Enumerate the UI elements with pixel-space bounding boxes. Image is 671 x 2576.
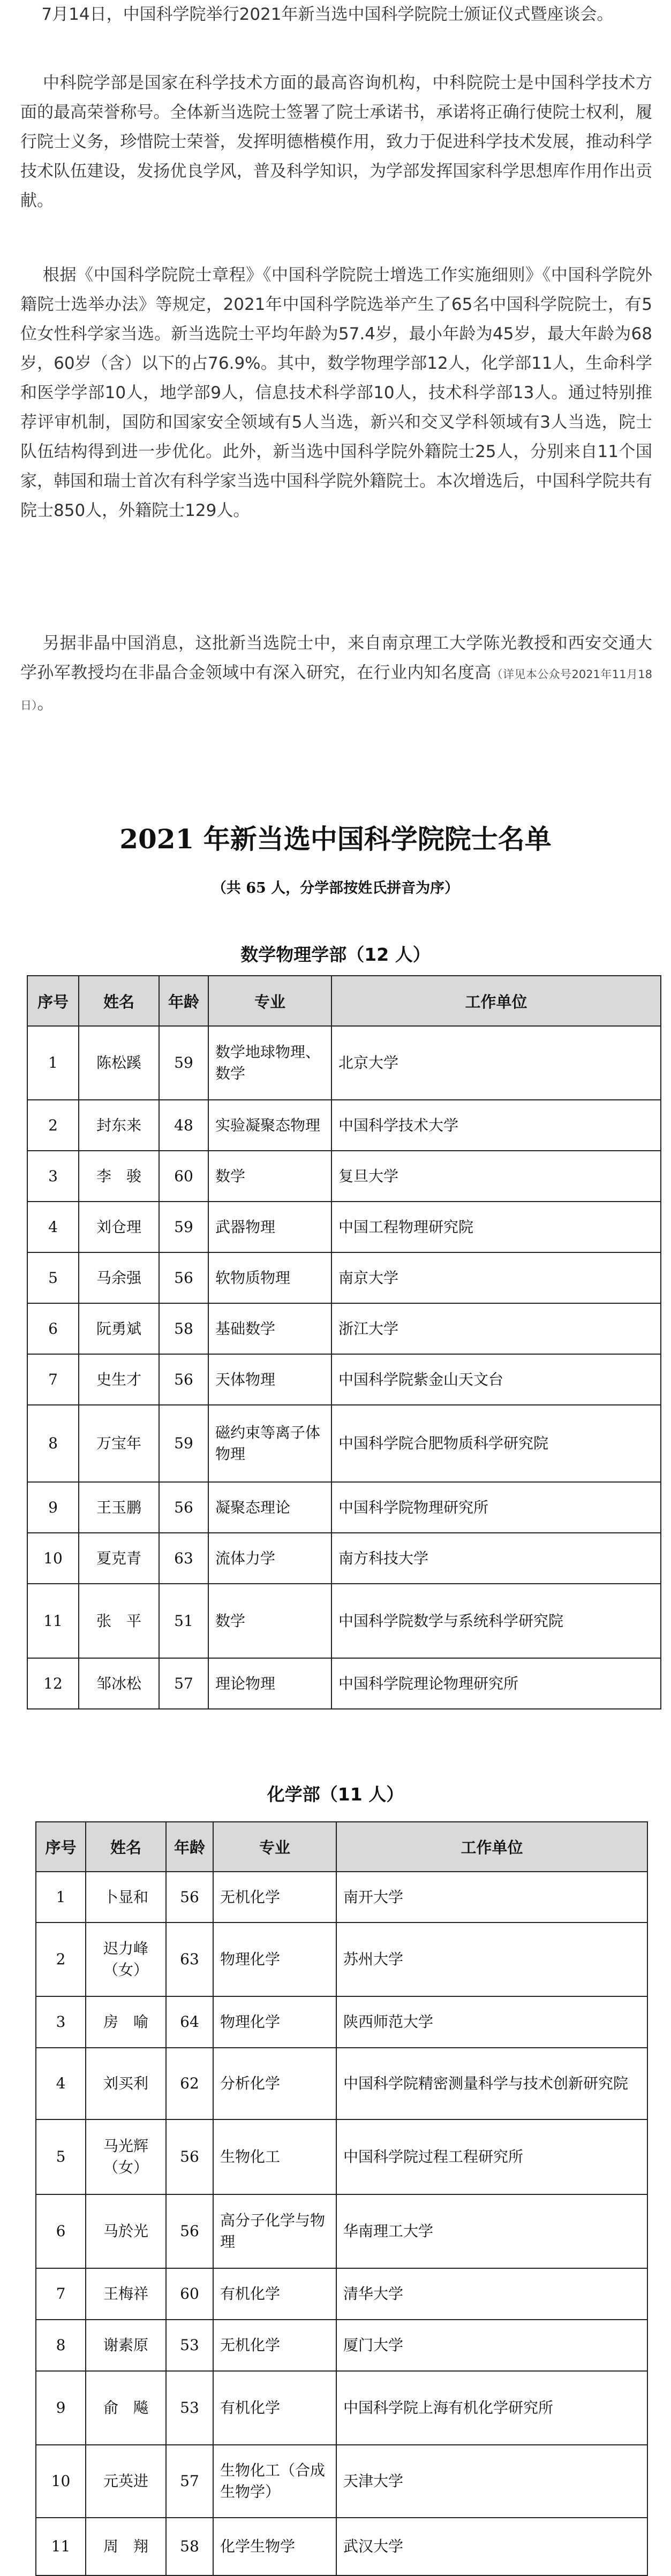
cell-age: 60 xyxy=(166,2268,213,2320)
header-name: 姓名 xyxy=(79,976,159,1026)
table-row xyxy=(36,1872,647,1922)
cell-name: 元英进 xyxy=(86,2445,166,2518)
cell-institution: 厦门大学 xyxy=(336,2320,647,2371)
cell-name: 卜显和 xyxy=(86,1872,166,1922)
cell-institution: 中国科学院合肥物质科学研究院 xyxy=(331,1405,661,1482)
cell-name: 陈松蹊 xyxy=(79,1026,159,1100)
cell-major: 磁约束等离子体物理 xyxy=(208,1405,331,1482)
header-institution: 工作单位 xyxy=(331,976,661,1026)
cell-major: 数学 xyxy=(208,1151,331,1202)
cell-no: 10 xyxy=(27,1533,79,1584)
table-row xyxy=(36,1996,647,2048)
table-row xyxy=(27,1482,661,1533)
table-row xyxy=(36,2194,647,2268)
cell-major: 数学 xyxy=(208,1584,331,1658)
cell-institution: 武汉大学 xyxy=(336,2518,647,2575)
cell-age: 56 xyxy=(159,1252,208,1303)
cell-name: 刘买利 xyxy=(86,2048,166,2119)
cell-major: 软物质物理 xyxy=(208,1252,331,1303)
cell-age: 64 xyxy=(166,1996,213,2048)
cell-no: 6 xyxy=(36,2194,86,2268)
cell-age: 53 xyxy=(166,2371,213,2445)
cell-no: 3 xyxy=(36,1996,86,2048)
cell-name: 万宝年 xyxy=(79,1405,159,1482)
cell-name: 史生才 xyxy=(79,1354,159,1405)
cell-major: 数学地球物理、数学 xyxy=(208,1026,331,1100)
cell-age: 56 xyxy=(166,2119,213,2194)
cell-major: 无机化学 xyxy=(213,1872,336,1922)
roster-subtitle: （共 65 人，分学部按姓氏拼音为序） xyxy=(212,880,459,896)
cell-major: 实验凝聚态物理 xyxy=(208,1100,331,1151)
cell-no: 4 xyxy=(27,1202,79,1252)
cell-age: 63 xyxy=(159,1533,208,1584)
cell-no: 11 xyxy=(27,1584,79,1658)
paragraph-amorphous-news xyxy=(20,629,652,720)
cell-institution: 中国工程物理研究院 xyxy=(331,1202,661,1252)
cell-name: 张 平 xyxy=(79,1584,159,1658)
table-row xyxy=(27,1100,661,1151)
cell-age: 58 xyxy=(166,2518,213,2575)
cell-no: 9 xyxy=(36,2371,86,2445)
header-age: 年龄 xyxy=(159,976,208,1026)
math-physics-table xyxy=(27,975,661,1709)
table-row xyxy=(27,1658,661,1709)
cell-name: 迟力峰（女） xyxy=(86,1922,166,1996)
table-row xyxy=(27,1533,661,1584)
cell-institution: 华南理工大学 xyxy=(336,2194,647,2268)
paragraph-election-results: 根据《中国科学院院士章程》《中国科学院院士增选工作实施细则》《中国科学院外籍院士选举办法》等规定，2021年中国科学院选举产生了65名中国科学院院士，有5位女性科学家当选。新当选院士平均年龄为57.4岁，最小年龄为45岁，最大年龄为68岁，60岁（含）以下的占76.9%。其中，数学物理学部12人，化学部11人，生命科学和医学学部10人，地学部9人，信息技术科学部10人，技术科学部13人。通过特别推荐评审机制，国防和国家安全领域有5人当选，新兴和交叉学科领域有3人当选，院士队伍结构得到进一步优化。此外，新当选中国科学院外籍院士25人，分别来自11个国家，韩国和瑞士首次有科学家当选中国科学院外籍院士。本次增选后，中国科学院共有院士850人，外籍院士129人。 xyxy=(20,265,652,520)
cell-major: 生物化工 xyxy=(213,2119,336,2194)
table-row xyxy=(36,2445,647,2518)
roster-title: 2021 年新当选中国科学院院士名单 xyxy=(119,823,552,855)
cell-age: 57 xyxy=(166,2445,213,2518)
table-row xyxy=(27,1584,661,1658)
section-title-math-physics: 数学物理学部（12 人） xyxy=(240,944,431,965)
cell-institution: 天津大学 xyxy=(336,2445,647,2518)
cell-age: 53 xyxy=(166,2320,213,2371)
table-header-row xyxy=(27,976,661,1026)
table-row xyxy=(27,1252,661,1303)
cell-name: 王玉鹏 xyxy=(79,1482,159,1533)
cell-major: 化学生物学 xyxy=(213,2518,336,2575)
cell-age: 56 xyxy=(159,1482,208,1533)
cell-age: 48 xyxy=(159,1100,208,1151)
cell-institution: 中国科学院上海有机化学研究所 xyxy=(336,2371,647,2445)
table-row xyxy=(36,2371,647,2445)
cell-institution: 中国科学技术大学 xyxy=(331,1100,661,1151)
paragraph-amorphous-end: 。 xyxy=(37,694,54,713)
table-row xyxy=(36,2119,647,2194)
cell-age: 56 xyxy=(166,2194,213,2268)
cell-name: 邹冰松 xyxy=(79,1658,159,1709)
cell-no: 12 xyxy=(27,1658,79,1709)
cell-name: 谢素原 xyxy=(86,2320,166,2371)
cell-major: 天体物理 xyxy=(208,1354,331,1405)
paragraph-amorphous-text: 另据非晶中国消息，这批新当选院士中，来自南京理工大学陈光教授和西安交通大学孙军教授均在非晶合金领域中有深入研究，在行业内知名度高 xyxy=(20,634,652,682)
cell-age: 57 xyxy=(159,1658,208,1709)
cell-name: 周 翔 xyxy=(86,2518,166,2575)
table-row xyxy=(27,1303,661,1354)
cell-no: 9 xyxy=(27,1482,79,1533)
cell-age: 59 xyxy=(159,1405,208,1482)
cell-major: 物理化学 xyxy=(213,1922,336,1996)
header-institution: 工作单位 xyxy=(336,1822,647,1872)
table-row xyxy=(27,1202,661,1252)
cell-age: 63 xyxy=(166,1922,213,1996)
cell-no: 2 xyxy=(27,1100,79,1151)
table-row xyxy=(27,1151,661,1202)
cell-institution: 中国科学院理论物理研究所 xyxy=(331,1658,661,1709)
cell-no: 1 xyxy=(27,1026,79,1100)
cell-age: 58 xyxy=(159,1303,208,1354)
cell-name: 马於光 xyxy=(86,2194,166,2268)
cell-age: 51 xyxy=(159,1584,208,1658)
cell-name: 俞 飚 xyxy=(86,2371,166,2445)
cell-no: 5 xyxy=(27,1252,79,1303)
cell-institution: 浙江大学 xyxy=(331,1303,661,1354)
cell-major: 物理化学 xyxy=(213,1996,336,2048)
chemistry-table xyxy=(35,1821,648,2576)
cell-institution: 南开大学 xyxy=(336,1872,647,1922)
cell-no: 6 xyxy=(27,1303,79,1354)
cell-no: 7 xyxy=(27,1354,79,1405)
cell-institution: 北京大学 xyxy=(331,1026,661,1100)
header-no: 序号 xyxy=(36,1822,86,1872)
cell-major: 凝聚态理论 xyxy=(208,1482,331,1533)
cell-major: 有机化学 xyxy=(213,2268,336,2320)
header-major: 专业 xyxy=(208,976,331,1026)
table-row xyxy=(27,1026,661,1100)
cell-institution: 中国科学院数学与系统科学研究院 xyxy=(331,1584,661,1658)
header-age: 年龄 xyxy=(166,1822,213,1872)
cell-major: 生物化工（合成生物学） xyxy=(213,2445,336,2518)
cell-no: 5 xyxy=(36,2119,86,2194)
cell-major: 武器物理 xyxy=(208,1202,331,1252)
cell-institution: 中国科学院过程工程研究所 xyxy=(336,2119,647,2194)
cell-no: 10 xyxy=(36,2445,86,2518)
table-row xyxy=(36,2048,647,2119)
header-major: 专业 xyxy=(213,1822,336,1872)
cell-name: 马光辉（女） xyxy=(86,2119,166,2194)
cell-name: 封东来 xyxy=(79,1100,159,1151)
cell-no: 7 xyxy=(36,2268,86,2320)
cell-no: 4 xyxy=(36,2048,86,2119)
cell-major: 分析化学 xyxy=(213,2048,336,2119)
cell-no: 8 xyxy=(27,1405,79,1482)
cell-institution: 清华大学 xyxy=(336,2268,647,2320)
cell-major: 高分子化学与物理 xyxy=(213,2194,336,2268)
cell-major: 理论物理 xyxy=(208,1658,331,1709)
cell-no: 1 xyxy=(36,1872,86,1922)
cell-no: 11 xyxy=(36,2518,86,2575)
cell-age: 62 xyxy=(166,2048,213,2119)
cell-institution: 苏州大学 xyxy=(336,1922,647,1996)
cell-no: 8 xyxy=(36,2320,86,2371)
cell-name: 王梅祥 xyxy=(86,2268,166,2320)
paragraph-ceremony: 7月14日，中国科学院举行2021年新当选中国科学院院士颁证仪式暨座谈会。 xyxy=(20,5,614,24)
cell-no: 2 xyxy=(36,1922,86,1996)
paragraph-amorphous-note: （详见本公众号2021年11月18日） xyxy=(20,668,653,712)
table-row xyxy=(27,1354,661,1405)
cell-major: 无机化学 xyxy=(213,2320,336,2371)
table-row xyxy=(36,2518,647,2575)
cell-name: 房 喻 xyxy=(86,1996,166,2048)
table-row xyxy=(36,1922,647,1996)
paragraph-academy-intro: 中科院学部是国家在科学技术方面的最高咨询机构，中科院院士是中国科学技术方面的最高荣誉称号。全体新当选院士签署了院士承诺书，承诺将正确行使院士权利，履行院士义务，珍惜院士荣誉，发挥明德楷模作用，致力于促进科学技术发展，推动科学技术队伍建设，发扬优良学风，普及科学知识，为学部发挥国家科学思想库作用作出贡献。 xyxy=(20,73,652,210)
cell-major: 基础数学 xyxy=(208,1303,331,1354)
cell-institution: 中国科学院物理研究所 xyxy=(331,1482,661,1533)
table-row xyxy=(36,2268,647,2320)
cell-institution: 陕西师范大学 xyxy=(336,1996,647,2048)
cell-name: 阮勇斌 xyxy=(79,1303,159,1354)
table-row xyxy=(36,2320,647,2371)
cell-age: 60 xyxy=(159,1151,208,1202)
cell-major: 有机化学 xyxy=(213,2371,336,2445)
header-name: 姓名 xyxy=(86,1822,166,1872)
cell-age: 56 xyxy=(159,1354,208,1405)
cell-age: 59 xyxy=(159,1202,208,1252)
cell-major: 流体力学 xyxy=(208,1533,331,1584)
cell-name: 李 骏 xyxy=(79,1151,159,1202)
cell-name: 夏克青 xyxy=(79,1533,159,1584)
section-title-chemistry: 化学部（11 人） xyxy=(267,1784,404,1805)
cell-institution: 中国科学院精密测量科学与技术创新研究院 xyxy=(336,2048,647,2119)
table-header-row xyxy=(36,1822,647,1872)
cell-institution: 南方科技大学 xyxy=(331,1533,661,1584)
cell-no: 3 xyxy=(27,1151,79,1202)
table-row xyxy=(27,1405,661,1482)
cell-institution: 南京大学 xyxy=(331,1252,661,1303)
header-no: 序号 xyxy=(27,976,79,1026)
cell-institution: 中国科学院紫金山天文台 xyxy=(331,1354,661,1405)
cell-age: 59 xyxy=(159,1026,208,1100)
cell-name: 马余强 xyxy=(79,1252,159,1303)
cell-name: 刘仓理 xyxy=(79,1202,159,1252)
cell-institution: 复旦大学 xyxy=(331,1151,661,1202)
cell-age: 56 xyxy=(166,1872,213,1922)
